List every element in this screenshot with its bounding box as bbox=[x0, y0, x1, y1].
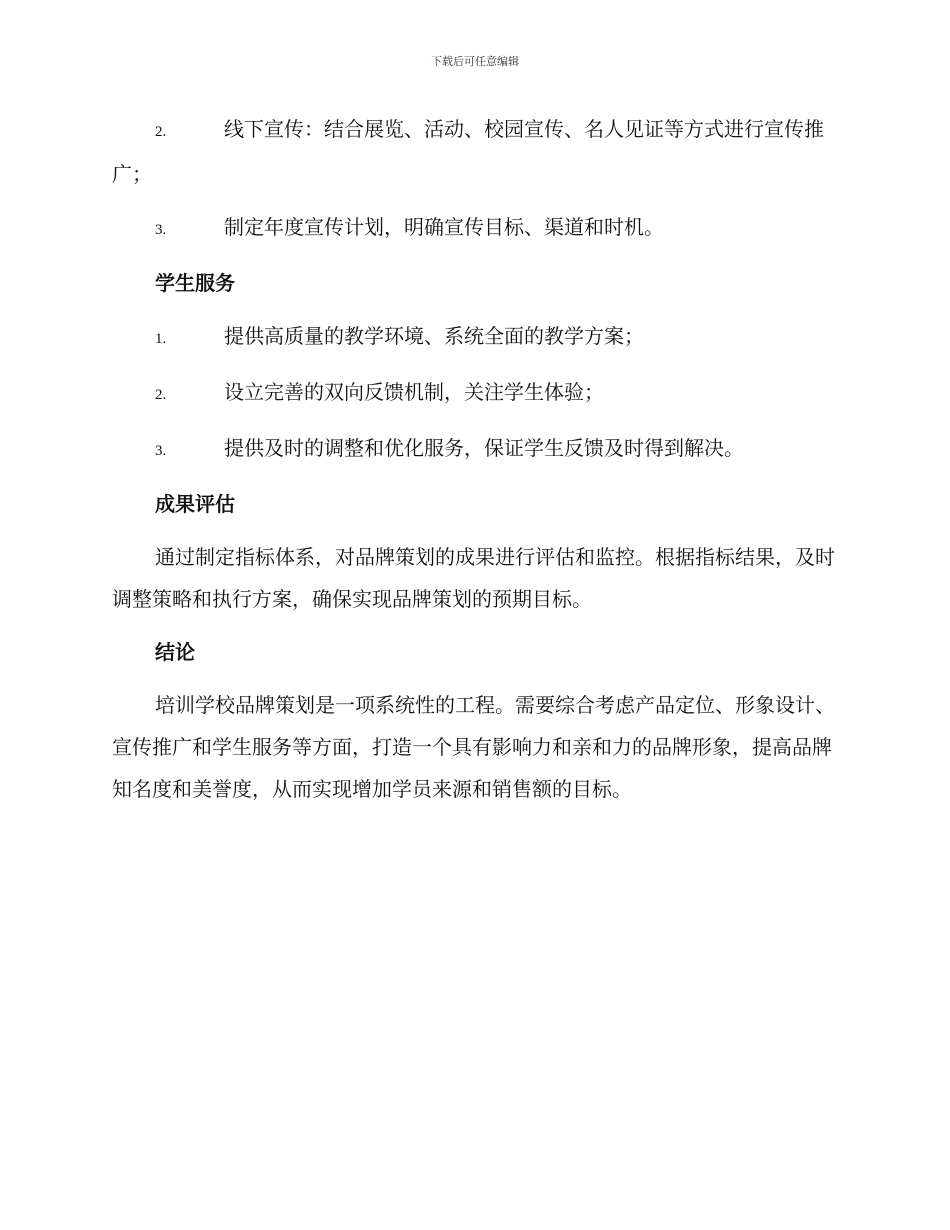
list-text: 提供及时的调整和优化服务，保证学生反馈及时得到解决。 bbox=[224, 436, 744, 460]
list-number: 1. bbox=[155, 331, 167, 347]
page-header: 下载后可任意编辑 bbox=[431, 55, 519, 68]
list-text: 设立完善的双向反馈机制，关注学生体验； bbox=[224, 380, 604, 404]
list-item-service-3 bbox=[112, 427, 836, 472]
list-text: 提供高质量的教学环境、系统全面的教学方案； bbox=[224, 324, 644, 348]
paragraph-conclusion: 培训学校品牌策划是一项系统性的工程。需要综合考虑产品定位、形象设计、宣传推广和学生服务等方面，打造一个具有影响力和亲和力的品牌形象，提高品牌知名度和美誉度，从而实现增加学员来源和销售额的目标。 bbox=[112, 693, 835, 801]
document-body bbox=[112, 108, 836, 821]
list-number: 2. bbox=[155, 387, 167, 403]
heading-student-service: 学生服务 bbox=[155, 271, 235, 295]
list-number: 2. bbox=[155, 124, 167, 140]
heading-evaluation: 成果评估 bbox=[155, 492, 235, 516]
list-text: 制定年度宣传计划，明确宣传目标、渠道和时机。 bbox=[224, 215, 664, 239]
list-item-promo-3 bbox=[112, 206, 836, 251]
list-item-service-1 bbox=[112, 315, 836, 360]
list-number: 3. bbox=[155, 222, 167, 238]
list-number: 3. bbox=[155, 443, 167, 459]
list-text: 线下宣传：结合展览、活动、校园宣传、名人见证等方式进行宣传推广； bbox=[112, 117, 824, 186]
heading-conclusion: 结论 bbox=[155, 640, 195, 664]
list-item-service-2 bbox=[112, 371, 836, 416]
paragraph-evaluation: 通过制定指标体系，对品牌策划的成果进行评估和监控。根据指标结果，及时调整策略和执行方案，确保实现品牌策划的预期目标。 bbox=[112, 545, 835, 611]
list-item-promo-2 bbox=[112, 108, 836, 195]
